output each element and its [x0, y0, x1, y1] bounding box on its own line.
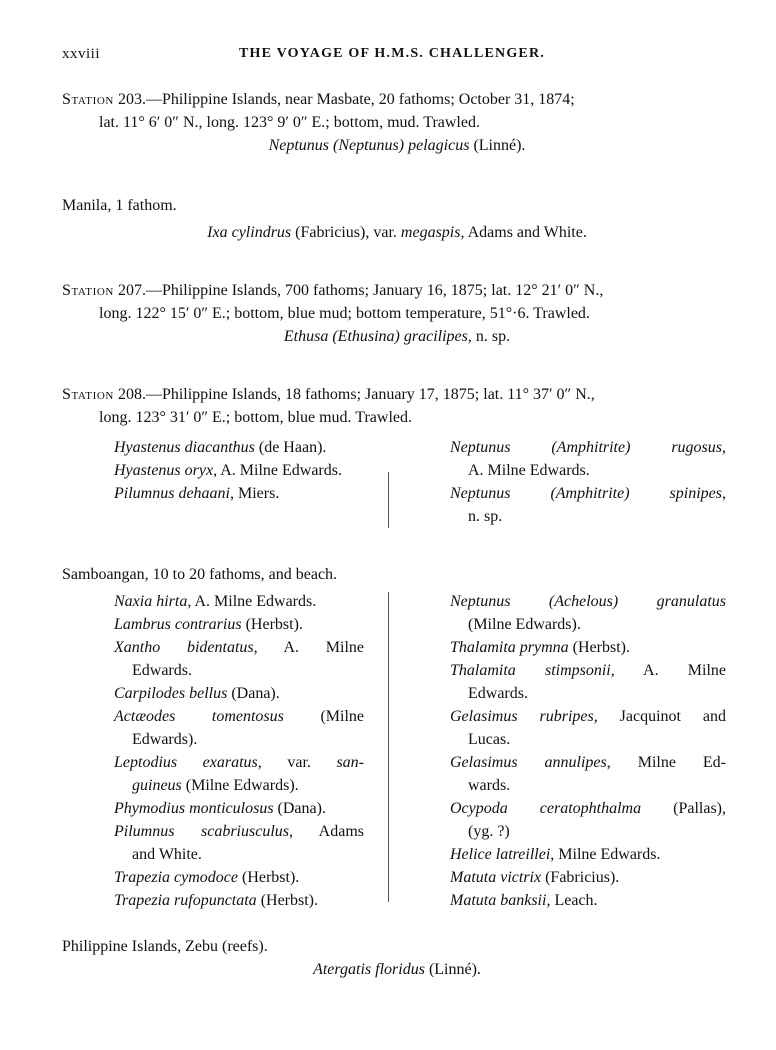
species-entry: Hyastenus oryx, A. Milne Edwards. [114, 462, 342, 479]
species-entry: Neptunus (Achelous) granulatus (Milne Edwards). [450, 593, 726, 633]
species-entry: Trapezia rufopunctata (Herbst). [114, 892, 318, 909]
station-label: Station [62, 386, 114, 403]
zebu-section [62, 935, 732, 981]
species-entry: Phymodius monticulosus (Dana). [114, 800, 326, 817]
species-entry: Gelasimus annulipes, Milne Ed- wards. [450, 754, 726, 794]
zebu-species: Atergatis floridus (Linné). [313, 961, 481, 978]
station-208-line-1: Station 208.—Philippine Islands, 18 fathoms; January 17, 1875; lat. 11° 37′ 0″ N., [62, 386, 595, 403]
species-entry: Hyastenus diacanthus (de Haan). [114, 439, 327, 456]
station-label: Station [62, 91, 114, 108]
samboangan-heading: Samboangan, 10 to 20 fathoms, and beach. [62, 566, 338, 583]
station-208-section [62, 383, 732, 429]
species-entry: Matuta victrix (Fabricius). [450, 869, 620, 886]
species-entry: Thalamita stimpsonii, A. Milne Edwards. [450, 662, 727, 702]
species-entry: Matuta banksii, Leach. [450, 892, 598, 909]
samboangan-species-list [114, 590, 726, 910]
manila-species: Ixa cylindrus (Fabricius), var. megaspis, Adams and White. [207, 224, 587, 241]
species-column-right [450, 590, 726, 912]
species-entry: Gelasimus rubripes, Jacquinot and Lucas. [450, 708, 727, 748]
station-207-line-1: Station 207.—Philippine Islands, 700 fathoms; January 16, 1875; lat. 12° 21′ 0″ N., [62, 282, 604, 299]
manila-heading: Manila, 1 fathom. [62, 197, 177, 214]
manila-section [62, 194, 732, 244]
station-208-line-2: long. 123° 31′ 0″ E.; bottom, blue mud. Trawled. [99, 409, 413, 426]
column-divider [388, 592, 389, 902]
species-column-left [114, 436, 364, 505]
species-entry: Xantho bidentatus, A. Milne Edwards. [114, 639, 364, 679]
species-entry: Thalamita prymna (Herbst). [450, 639, 630, 656]
species-entry: Actæodes tomentosus (Milne Edwards). [114, 708, 364, 748]
species-column-right [450, 436, 726, 528]
station-203-species: Neptunus (Neptunus) pelagicus (Linné). [268, 137, 526, 154]
species-entry: Neptunus (Amphitrite) spinipes, n. sp. [450, 485, 726, 525]
species-entry: Neptunus (Amphitrite) rugosus, A. Milne Edwards. [450, 439, 726, 479]
species-entry: Pilumnus scabriusculus, Adams and White. [114, 823, 364, 863]
zebu-heading: Philippine Islands, Zebu (reefs). [62, 938, 268, 955]
species-entry: Leptodius exaratus, var. san- guineus (Milne Edwards). [114, 754, 365, 794]
running-title: THE VOYAGE OF H.M.S. CHALLENGER. [239, 46, 545, 61]
station-207-section [62, 279, 732, 348]
species-entry: Naxia hirta, A. Milne Edwards. [114, 593, 317, 610]
species-entry: Pilumnus dehaani, Miers. [114, 485, 280, 502]
species-entry: Ocypoda ceratophthalma (Pallas), (yg. ?) [450, 800, 727, 840]
species-entry: Carpilodes bellus (Dana). [114, 685, 280, 702]
station-203-line-1: Station 203.—Philippine Islands, near Masbate, 20 fathoms; October 31, 1874; [62, 91, 575, 108]
species-entry: Trapezia cymodoce (Herbst). [114, 869, 300, 886]
species-entry: Helice latreillei, Milne Edwards. [450, 846, 661, 863]
running-header [62, 46, 722, 68]
station-207-line-2: long. 122° 15′ 0″ E.; bottom, blue mud; bottom temperature, 51°·6. Trawled. [99, 305, 590, 322]
station-label: Station [62, 282, 114, 299]
column-divider [388, 472, 389, 528]
station-207-species: Ethusa (Ethusina) gracilipes, n. sp. [283, 328, 511, 345]
page-number: xxviii [62, 46, 101, 62]
station-208-species-list [114, 436, 726, 536]
species-column-left [114, 590, 364, 912]
species-entry: Lambrus contrarius (Herbst). [114, 616, 303, 633]
station-203-section [62, 88, 732, 157]
station-203-line-2: lat. 11° 6′ 0″ N., long. 123° 9′ 0″ E.; bottom, mud. Trawled. [99, 114, 480, 131]
